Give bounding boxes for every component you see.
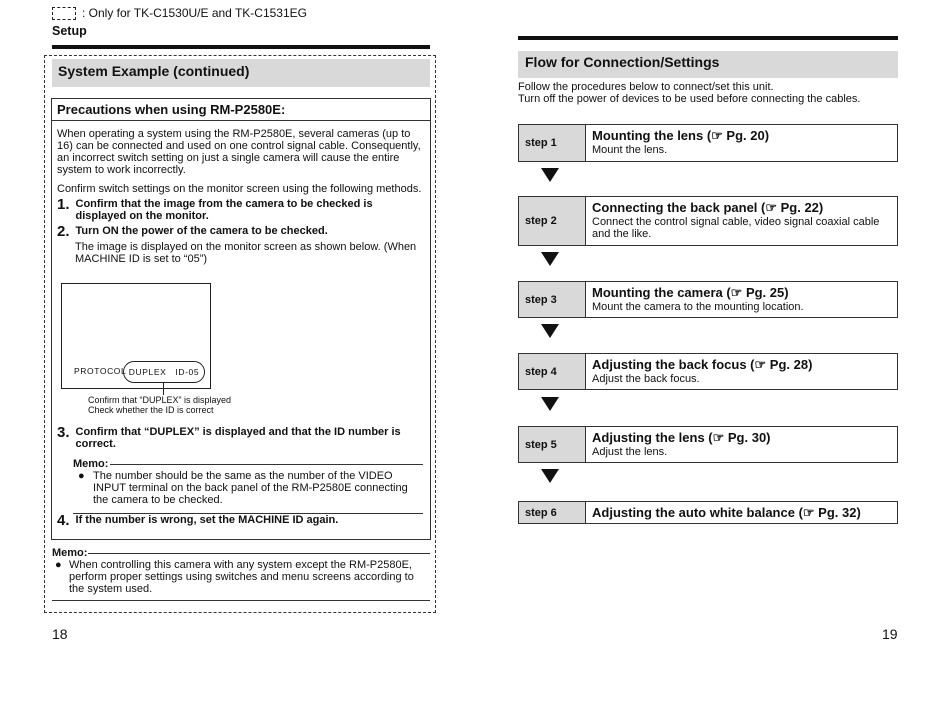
step-content	[586, 502, 897, 523]
step-content	[586, 282, 897, 317]
bullet-icon: ●	[55, 559, 62, 571]
monitor-protocol-label: PROTOCOL	[74, 366, 127, 376]
memo-text: When controlling this camera with any system except the RM-P2580E, perform proper settings using switches and menu screens according to the system used.	[69, 559, 414, 595]
memo-rule	[110, 464, 423, 465]
memo-bottom-rule	[52, 600, 430, 601]
bullet-icon: ●	[78, 470, 85, 482]
flow-step-5	[518, 426, 898, 463]
step-text: Confirm that the image from the camera to be checked is displayed on the monitor.	[75, 198, 373, 222]
step-title: Mounting the camera (☞ Pg. 25)	[592, 285, 789, 300]
procedure-step-1	[57, 196, 425, 222]
intro-text: Follow the procedures below to connect/set this unit. Turn off the power of devices to be used before connecting the cables.	[518, 81, 861, 105]
down-arrow-icon	[541, 469, 559, 483]
step-title: Mounting the lens (☞ Pg. 20)	[592, 128, 770, 143]
precautions-title: Precautions when using RM-P2580E:	[57, 102, 286, 117]
step-label: step 2	[519, 197, 586, 245]
step-number: 2.	[57, 223, 70, 240]
header-rule	[518, 36, 898, 40]
precautions-paragraph-2: Confirm switch settings on the monitor screen using the following methods.	[57, 183, 422, 195]
step-description: Adjust the lens.	[592, 446, 668, 458]
step-title: Adjusting the auto white balance (☞ Pg. 32)	[592, 504, 861, 520]
duplex-label: DUPLEX	[128, 367, 167, 377]
step-title: Connecting the back panel (☞ Pg. 22)	[592, 200, 824, 215]
model-note	[52, 6, 307, 20]
down-arrow-icon	[541, 397, 559, 411]
flow-step-2	[518, 196, 898, 246]
callout-leader	[163, 383, 164, 395]
step-description: Mount the camera to the mounting location.	[592, 301, 804, 313]
page-title: System Example (continued)	[52, 59, 430, 87]
machine-id-label: ID-05	[175, 367, 200, 377]
memo-text: The number should be the same as the number of the VIDEO INPUT terminal on the back panel of the RM-P2580E connecting the camera to be checked.	[93, 470, 408, 506]
step-content	[586, 427, 897, 462]
step-number: 3.	[57, 424, 70, 441]
step-title: Adjusting the back focus (☞ Pg. 28)	[592, 357, 813, 372]
step-label: step 1	[519, 125, 586, 161]
procedure-step-4	[57, 512, 417, 529]
step-number: 4.	[57, 512, 70, 529]
step-content	[586, 125, 897, 161]
header-rule	[52, 45, 430, 49]
step-description: Mount the lens.	[592, 144, 668, 156]
step-description: Adjust the back focus.	[592, 373, 700, 385]
precautions-paragraph-1: When operating a system using the RM-P2580E, several cameras (up to 16) can be connected and used on one control signal cable. Consequently, an incorrect switch setting on just a single camera will cause the entire system to work incorrectly.	[57, 128, 421, 176]
step-content	[586, 354, 897, 389]
flow-step-1	[518, 124, 898, 162]
monitor-callout-text: Confirm that “DUPLEX” is displayed Check whether the ID is correct	[88, 395, 232, 415]
step-label: step 3	[519, 282, 586, 317]
page-number-right: 19	[882, 626, 898, 642]
page-title: Flow for Connection/Settings	[518, 51, 898, 78]
step-text: Confirm that “DUPLEX” is displayed and that the ID number is correct.	[75, 426, 401, 450]
procedure-step-2	[57, 223, 425, 240]
procedure-step-3	[57, 424, 417, 450]
down-arrow-icon	[541, 252, 559, 266]
step-label: step 6	[519, 502, 586, 523]
down-arrow-icon	[541, 324, 559, 338]
step-text: If the number is wrong, set the MACHINE ID again.	[75, 514, 339, 526]
memo-label: Memo:	[52, 547, 88, 559]
step-2-detail: The image is displayed on the monitor screen as shown below. (When MACHINE ID is set to “05”)	[75, 241, 417, 265]
model-note-text: : Only for TK-C1530U/E and TK-C1531EG	[82, 6, 307, 20]
monitor-duplex-id-highlight	[123, 361, 205, 383]
step-label: step 4	[519, 354, 586, 389]
section-heading: Setup	[52, 24, 87, 38]
step-title: Adjusting the lens (☞ Pg. 30)	[592, 430, 771, 445]
flow-step-3	[518, 281, 898, 318]
step-content	[586, 197, 897, 245]
page-number-left: 18	[52, 626, 68, 642]
step-description: Connect the control signal cable, video signal coaxial cable and the like.	[592, 216, 880, 240]
step-label: step 5	[519, 427, 586, 462]
memo-label: Memo:	[73, 458, 109, 470]
flow-step-6	[518, 501, 898, 524]
step-text: Turn ON the power of the camera to be checked.	[75, 225, 328, 237]
step-number: 1.	[57, 196, 70, 213]
precautions-divider	[51, 120, 431, 121]
flow-step-4	[518, 353, 898, 390]
dashed-box-icon	[52, 7, 76, 20]
down-arrow-icon	[541, 168, 559, 182]
memo-rule	[88, 553, 430, 554]
